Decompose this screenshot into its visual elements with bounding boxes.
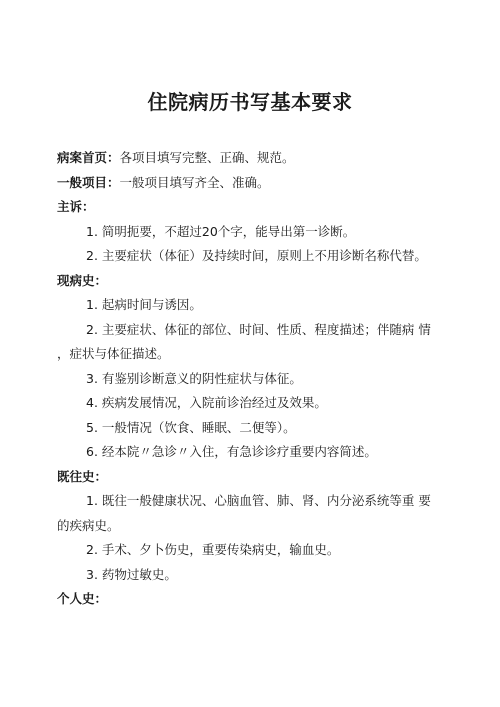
general-items-text: 一般项目填写齐全、准确。 [119,174,270,190]
present-illness-item: 6. 经本院〃急诊〃入住，有急诊诊疗重要内容简述。 [86,444,377,459]
general-items-heading: 一般项目： [57,174,120,190]
front-page-section [57,146,462,171]
page-title: 住院病历书写基本要求 [147,90,353,114]
present-illness-item [57,318,462,367]
past-history-item: 2. 手术、夕卜伤史，重要传染病史，输血史。 [86,542,340,557]
present-illness-item: 4. 疾病发展情况，入院前诊治经过及效果。 [86,395,327,410]
document-body [57,146,462,612]
chief-complaint-heading: 主诉： [57,199,95,214]
general-items-section [57,171,462,196]
present-illness-item-text: 2. 主要症状、体征的部位、时间、性质、程度描述；伴随病 情 [86,321,431,337]
past-history-heading: 既往史： [57,468,108,484]
present-illness-heading: 现病史： [57,272,108,288]
past-history-item [57,489,462,538]
present-illness-item: 3. 有鉴别诊断意义的阴性症状与体征。 [86,370,302,386]
front-page-heading: 病案首页： [57,150,120,165]
past-history-item: 3. 药物过敏史。 [86,566,177,582]
chief-complaint-item: 1. 简明扼要，不超过20个字，能导出第一诊断。 [86,223,356,239]
past-history-item-continuation: 的疾病史。 [57,517,120,533]
present-illness-item: 5. 一般情况（饮食、睡眠、二便等）。 [86,419,296,435]
front-page-text: 各项目填写完整、正确、规范。 [119,150,295,165]
present-illness-item-continuation: ，症状与体征描述。 [57,346,170,361]
past-history-item-text: 1. 既往一般健康状况、心脑血管、肺、肾、内分泌系统等重 要 [86,493,431,508]
chief-complaint-item: 2. 主要症状（体征）及持续时间，原则上不用诊断名称代替。 [86,248,427,263]
personal-history-heading: 个人史： [57,591,108,606]
present-illness-item: 1. 起病时间与诱因。 [86,297,202,312]
